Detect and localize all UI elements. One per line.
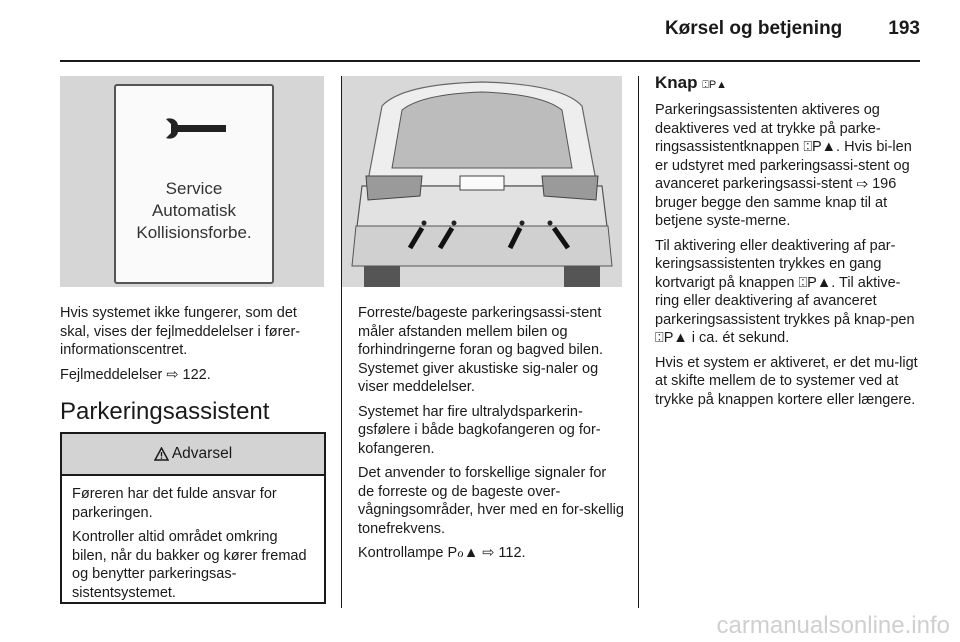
warning-title: Advarsel xyxy=(171,445,233,462)
section-heading: Parkeringsassistent xyxy=(60,398,270,425)
paragraph: Hvis et system er aktiveret, er det mu-ligt at skifte mellem de to systemer ved at trykke på knappen kortere eller længere. xyxy=(655,354,918,408)
car-rear-figure xyxy=(342,76,622,287)
subsection-heading-text: Knap xyxy=(655,73,698,92)
section-title: Kørsel og betjening xyxy=(664,18,843,39)
warning-header xyxy=(62,434,324,476)
subsection-heading xyxy=(655,73,727,93)
warning-text: Kontroller altid området omkring bilen, når du bakker og kører fremad og benytter parkeringsas-sistentsystemet. xyxy=(72,529,307,601)
service-display-figure xyxy=(60,76,324,287)
parking-assist-icon: ⍠P▲ xyxy=(702,79,728,91)
paragraph: Kontrollampe Pℴ▲ ⇨ 112. xyxy=(358,545,526,561)
paragraph: Forreste/bageste parkeringsassi-stent måler afstanden mellem bilen og forhindringerne foran og bagved bilen. Systemet giver akustiske sig-naler og viser meddelelser. xyxy=(358,305,604,395)
display-line-2: Automatisk xyxy=(151,201,237,220)
right-column-text xyxy=(655,101,923,415)
display-line-1: Service xyxy=(165,179,223,198)
left-column-text xyxy=(60,304,326,390)
watermark: carmanualsonline.info xyxy=(716,612,950,639)
paragraph: Systemet har fire ultralydsparkerin-gsfølere i både bagkofangeren og for-kofangeren. xyxy=(358,403,601,457)
page-number: 193 xyxy=(888,18,920,39)
paragraph: Det anvender to forskellige signaler for de forreste og de bageste over-vågningsområder, hver med en for-skellig tonefrekvens. xyxy=(358,465,624,537)
car-rear-illustration xyxy=(342,76,622,287)
display-panel xyxy=(114,84,274,284)
header-rule xyxy=(60,60,920,62)
wrench-icon xyxy=(164,116,228,142)
paragraph: Fejlmeddelelser ⇨ 122. xyxy=(60,366,211,383)
page-header xyxy=(665,18,920,40)
warning-icon xyxy=(154,447,169,461)
middle-column-text xyxy=(358,304,626,569)
paragraph: Parkeringsassistenten aktiveres og deaktiveres ved at trykke på parke-ringsassistentknappen ⍠P▲. Hvis bi-len er udstyret med parkeringsassi-stent og avanceret parkeringsassi-stent ⇨ 196 bruger begge den samme knap til at betjene syste-merne. xyxy=(655,102,912,229)
paragraph: Hvis systemet ikke fungerer, som det skal, vises der fejlmeddelelser i fører-informationscentret. xyxy=(60,305,301,358)
paragraph: Til aktivering eller deaktivering af par-keringsassistenten trykkes en gang kortvarigt på knappen ⍠P▲. Til aktive-ring eller deaktivering af avanceret parkeringsassistent trykkes på knap-pen ⍠P▲ i ca. ét sekund. xyxy=(655,237,915,346)
display-line-3: Kollisionsforbe. xyxy=(136,223,252,242)
column-divider-right xyxy=(638,76,639,608)
warning-text: Føreren har det fulde ansvar for parkeringen. xyxy=(72,486,277,521)
warning-box xyxy=(60,432,326,604)
